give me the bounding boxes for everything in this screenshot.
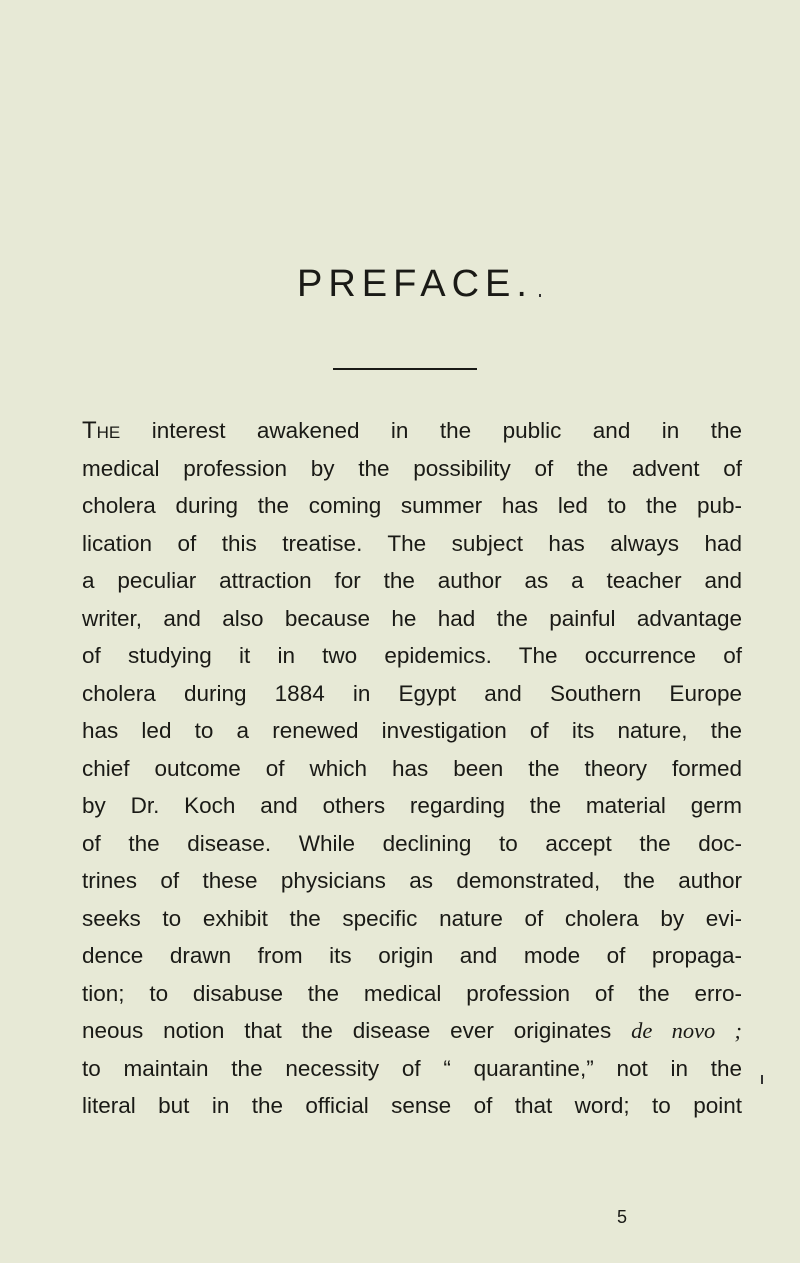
text-line: of studying it in two epidemics. The occurrence of bbox=[82, 643, 742, 668]
text-line: literal but in the official sense of that word; to point bbox=[82, 1093, 742, 1118]
text-line: cholera during the coming summer has led to the pub- bbox=[82, 493, 742, 518]
text-line: seeks to exhibit the specific nature of cholera by evi- bbox=[82, 905, 742, 931]
text-line: lication of this treatise. The subject has always had bbox=[82, 530, 742, 556]
text-line: neous notion that the disease ever originates de novo ; bbox=[82, 1018, 743, 1043]
text-line: tion; to disabuse the medical profession of the erro- bbox=[82, 980, 742, 1006]
text-line: to maintain the necessity of “ quarantine,” not in the bbox=[82, 1055, 742, 1081]
margin-mark bbox=[761, 1075, 763, 1084]
print-speck bbox=[539, 294, 541, 297]
text-line: of the disease. While declining to accept the doc- bbox=[82, 830, 742, 856]
italic-phrase: de novo ; bbox=[631, 1018, 743, 1043]
page-title: PREFACE. bbox=[297, 263, 533, 305]
text-line: The interest awakened in the public and in the bbox=[82, 417, 742, 444]
lead-word: The bbox=[82, 417, 121, 444]
text-line: medical profession by the possibility of the advent of bbox=[82, 455, 742, 481]
preface-body bbox=[82, 412, 742, 1125]
text-line: chief outcome of which has been the theory formed bbox=[82, 755, 742, 781]
text-line: cholera during 1884 in Egypt and Southern Europe bbox=[82, 680, 742, 706]
text-line: trines of these physicians as demonstrated, the author bbox=[82, 868, 742, 893]
page-number: 5 bbox=[617, 1207, 628, 1227]
text-line: has led to a renewed investigation of its nature, the bbox=[82, 718, 742, 743]
text-line: a peculiar attraction for the author as a teacher and bbox=[82, 568, 742, 593]
text-line: by Dr. Koch and others regarding the material germ bbox=[82, 793, 742, 818]
title-divider bbox=[333, 368, 477, 370]
text-line: dence drawn from its origin and mode of propaga- bbox=[82, 943, 742, 968]
text-line: writer, and also because he had the painful advantage bbox=[82, 605, 742, 631]
